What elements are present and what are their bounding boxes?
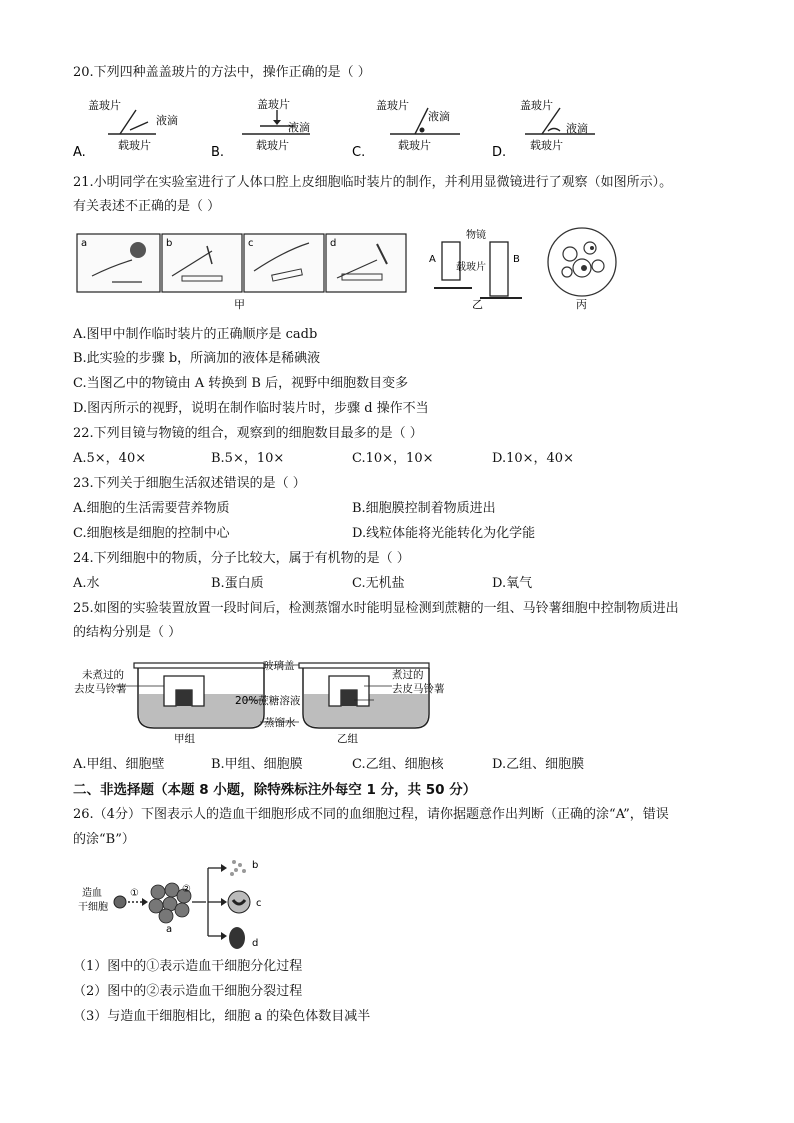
q25-option-c: C.乙组、细胞核 (352, 757, 444, 772)
q23-option-b: B.细胞膜控制着物质进出 (352, 501, 496, 516)
q21-label-c: c (248, 238, 254, 249)
q21-label-objective: 物镜 (466, 230, 486, 241)
q23-option-c: C.细胞核是细胞的控制中心 (73, 526, 230, 541)
q25-label-boiled-2: 去皮马铃薯 (392, 683, 445, 695)
platelets-b (230, 860, 246, 876)
q25-label-water: 蒸馏水 (264, 717, 296, 729)
q20-label-slide-a: 载玻片 (118, 139, 151, 152)
q20-option-a-figure (108, 110, 156, 134)
q25-label-unboiled-2: 去皮马铃薯 (74, 683, 127, 695)
q20-figure (70, 96, 610, 158)
q21-label-jia: 甲 (234, 298, 245, 311)
q21-label-b: b (166, 238, 173, 249)
q25-option-d: D.乙组、细胞膜 (492, 757, 585, 772)
q23-option-d: D.线粒体能将光能转化为化学能 (352, 526, 536, 541)
q21-field-of-view (548, 228, 616, 296)
q26-item-1: （1）图中的①表示造血干细胞分化过程 (73, 959, 303, 974)
q20-stem: 20.下列四种盖盖玻片的方法中，操作正确的是（ ） (73, 65, 371, 80)
q26-label-a: a (166, 924, 173, 935)
q21-label-a: a (81, 238, 88, 249)
q23-option-a: A.细胞的生活需要营养物质 (73, 501, 230, 516)
q21-label-slide: 载玻片 (456, 262, 486, 273)
q21-panel-c (244, 234, 324, 292)
q21-option-c: C.当图乙中的物镜由 A 转换到 B 后，视野中细胞数目变多 (73, 376, 409, 391)
q21-label-bing: 丙 (576, 298, 587, 311)
q24-option-a: A.水 (73, 576, 100, 591)
q24-stem: 24.下列细胞中的物质，分子比较大，属于有机物的是（ ） (73, 551, 410, 566)
q26-stem-line1: 26.（4分）下图表示人的造血干细胞形成不同的血细胞过程，请你据题意作出判断（正确的涂“A”，错误 (73, 807, 669, 822)
q21-stem-line1: 21.小明同学在实验室进行了人体口腔上皮细胞临时装片的制作，并利用显微镜进行了观察（如图所示）。 (73, 175, 673, 190)
q21-label-d: d (330, 238, 337, 249)
q26-label-c: c (256, 898, 262, 909)
q26-label-stem-2: 干细胞 (78, 902, 108, 913)
q24-option-b: B.蛋白质 (211, 576, 264, 591)
q26-label-stem-1: 造血 (82, 888, 102, 899)
q25-label-glass: 玻璃盖 (263, 660, 295, 672)
q20-label-drop-d: 液滴 (566, 122, 588, 135)
q25-option-a: A.甲组、细胞壁 (73, 757, 165, 772)
q21-panel-a (77, 234, 160, 292)
q21-figure (72, 226, 632, 312)
q20-label-slide-c: 载玻片 (398, 139, 431, 152)
q26-item-3: （3）与造血干细胞相比，细胞 a 的染色体数目减半 (73, 1009, 371, 1024)
q26-label-step1: ① (130, 888, 139, 899)
q20-option-c: C. (352, 145, 366, 158)
q25-label-boiled-1: 煮过的 (392, 669, 424, 681)
white-cell-c (228, 891, 250, 913)
q21-option-d: D.图丙所示的视野，说明在制作临时装片时，步骤 d 操作不当 (73, 401, 429, 416)
q24-option-d: D.氧气 (492, 576, 533, 591)
q20-label-slide-d: 载玻片 (530, 139, 563, 152)
q25-stem-line1: 25.如图的实验装置放置一段时间后，检测蒸馏水时能明显检测到蔗糖的一组、马铃薯细胞中控制物质进出 (73, 601, 679, 616)
q21-option-b: B.此实验的步骤 b，所滴加的液体是稀碘液 (73, 351, 321, 366)
q20-label-cover-c: 盖玻片 (376, 99, 409, 112)
q25-label-yi: 乙组 (337, 733, 358, 744)
q20-option-d: D. (492, 145, 507, 158)
q25-label-sugar: 20%蔗糖溶液 (235, 695, 301, 707)
q20-label-cover-b: 盖玻片 (257, 98, 290, 111)
q21-stem-line2: 有关表述不正确的是（ ） (73, 199, 221, 214)
q22-option-a: A.5×，40× (73, 451, 147, 466)
q23-stem: 23.下列关于细胞生活叙述错误的是（ ） (73, 476, 306, 491)
q26-stem-line2: 的涂“B”） (73, 832, 135, 847)
q21-panel-b (162, 234, 242, 292)
q25-figure (74, 656, 464, 744)
q26-label-b: b (252, 860, 259, 871)
q20-option-b: B. (211, 145, 225, 158)
q26-label-d: d (252, 938, 259, 949)
q21-panel-d (326, 234, 406, 292)
q25-label-jia: 甲组 (174, 733, 195, 744)
q26-item-2: （2）图中的②表示造血干细胞分裂过程 (73, 984, 303, 999)
q21-label-B: B (513, 254, 520, 265)
q21-label-yi: 乙 (472, 298, 483, 311)
q20-label-slide-b: 载玻片 (256, 139, 289, 152)
q26-label-step2: ② (182, 884, 191, 895)
q25-label-unboiled-1: 未煮过的 (82, 669, 124, 681)
q20-label-cover-a: 盖玻片 (88, 99, 121, 112)
stem-cell (114, 896, 126, 908)
q20-label-drop-a: 液滴 (156, 114, 178, 127)
q26-figure (76, 852, 276, 952)
q25-option-b: B.甲组、细胞膜 (211, 757, 303, 772)
q20-option-a: A. (73, 145, 86, 158)
q20-label-drop-c: 液滴 (428, 110, 450, 123)
q20-label-drop-b: 液滴 (288, 121, 310, 134)
q22-option-b: B.5×，10× (211, 451, 285, 466)
section-2-heading: 二、非选择题（本题 8 小题，除特殊标注外每空 1 分，共 50 分） (73, 782, 477, 798)
red-cell-d (229, 927, 245, 949)
q21-option-a: A.图甲中制作临时装片的正确顺序是 cadb (73, 327, 318, 342)
q21-label-A: A (429, 254, 436, 265)
q22-stem: 22.下列目镜与物镜的组合，观察到的细胞数目最多的是（ ） (73, 426, 423, 441)
q25-stem-line2: 的结构分别是（ ） (73, 625, 182, 640)
q22-option-d: D.10×，40× (492, 451, 574, 466)
q24-option-c: C.无机盐 (352, 576, 405, 591)
q20-label-cover-d: 盖玻片 (520, 99, 553, 112)
q22-option-c: C.10×，10× (352, 451, 434, 466)
